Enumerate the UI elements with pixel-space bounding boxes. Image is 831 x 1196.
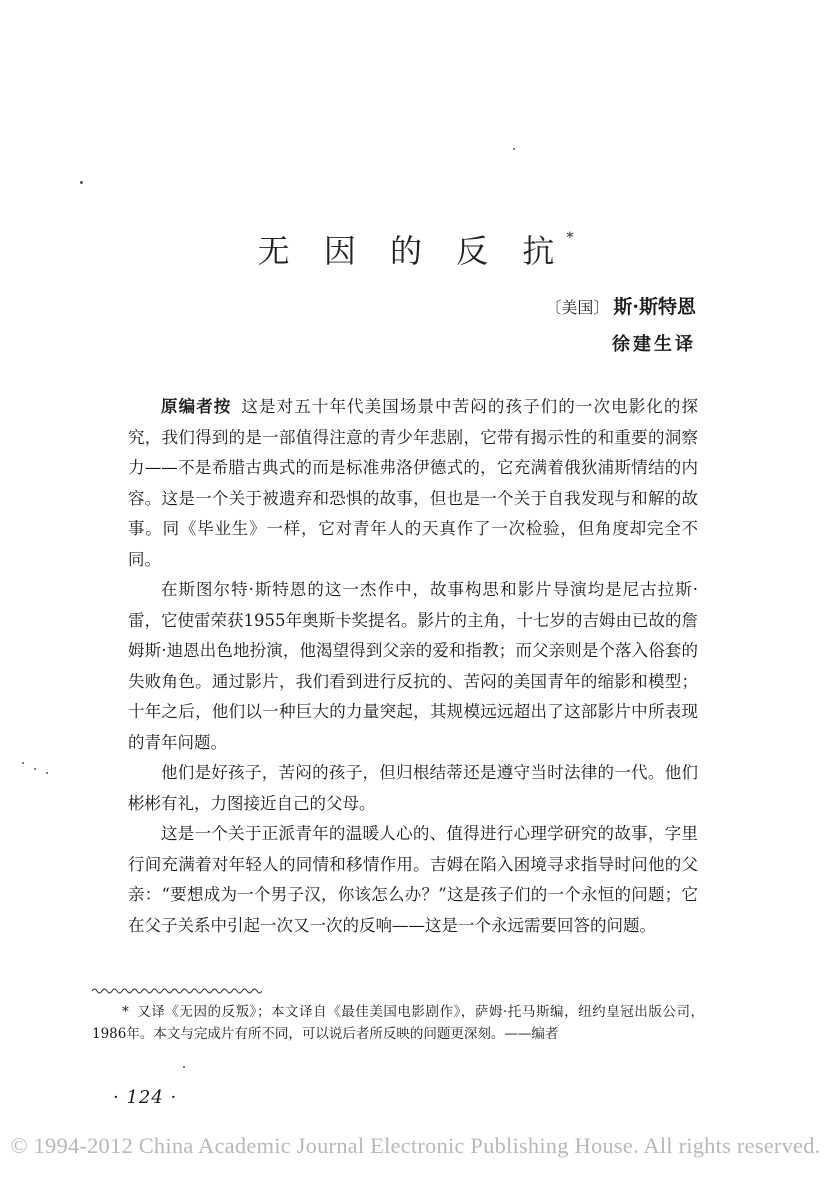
- author-line: [545, 292, 696, 319]
- footnote-star: *: [122, 1004, 129, 1020]
- author-name: 斯·斯特恩: [613, 296, 696, 318]
- copyright-watermark: © 1994-2012 China Academic Journal Electronic Publishing House. All rights reserved.: [10, 1133, 821, 1158]
- footnote: [92, 1001, 704, 1045]
- article-title-text: 无 因 的 反 抗: [257, 232, 567, 271]
- article-body: [128, 392, 698, 941]
- title-footnote-mark: *: [566, 230, 574, 247]
- scan-speck: [22, 762, 24, 764]
- editor-note-text: 这是对五十年代美国场景中苦闷的孩子们的一次电影化的探究，我们得到的是一部值得注意的青少年悲剧，它带有揭示性的和重要的洞察力——不是希腊古典式的而是标准弗洛伊德式的，它充满着俄狄浦斯情结的内容。这是一个关于被遗弃和恐惧的故事，但也是一个关于自我发现与和解的故事。同《毕业生》一样，它对青年人的天真作了一次检验，但角度却完全不同。: [128, 397, 699, 569]
- scan-speck: [34, 768, 36, 770]
- editor-note-paragraph: [128, 392, 698, 575]
- scan-speck: [80, 181, 83, 184]
- translator-line: 徐建生译: [612, 334, 696, 355]
- author-country: 〔美国〕: [545, 298, 610, 317]
- body-paragraph-2: 在斯图尔特·斯特恩的这一杰作中，故事构思和影片导演均是尼古拉斯·雷，它使雷荣获1955年奥斯卡奖提名。影片的主角，十七岁的吉姆由已故的詹姆斯·迪恩出色地扮演，他渴望得到父亲的爱和指教；而父亲则是个落入俗套的失败角色。通过影片，我们看到进行反抗的、苦闷的美国青年的缩影和模型；十年之后，他们以一种巨大的力量突起，其规模远远超出了这部影片中所表现的青年问题。: [128, 580, 698, 752]
- scan-speck: [513, 148, 515, 150]
- page-number: · 124 ·: [113, 1087, 178, 1108]
- footnote-text: 又译《无因的反叛》；本文译自《最佳美国电影剧作》，萨姆·托马斯编，纽约皇冠出版公司，1986年。本文与完成片有所不同，可以说后者所反映的问题更深刻。——编者: [92, 1004, 704, 1042]
- body-paragraph-3: 他们是好孩子，苦闷的孩子，但归根结蒂还是遵守当时法律的一代。他们彬彬有礼，力图接近自己的父母。: [128, 763, 698, 813]
- scan-speck: [46, 772, 48, 774]
- scan-speck: [183, 1066, 185, 1068]
- body-paragraph-4: 这是一个关于正派青年的温暖人心的、值得进行心理学研究的故事，字里行间充满着对年轻人的同情和移情作用。吉姆在陷入困境寻求指导时问他的父亲：“要想成为一个男子汉，你该怎么办？”这是孩子们的一个永恒的问题；它在父子关系中引起一次又一次的反响——这是一个永远需要回答的问题。: [128, 824, 698, 935]
- article-title: [0, 226, 831, 272]
- editor-note-lead: 原编者按: [161, 397, 232, 416]
- footnote-divider: [92, 987, 262, 995]
